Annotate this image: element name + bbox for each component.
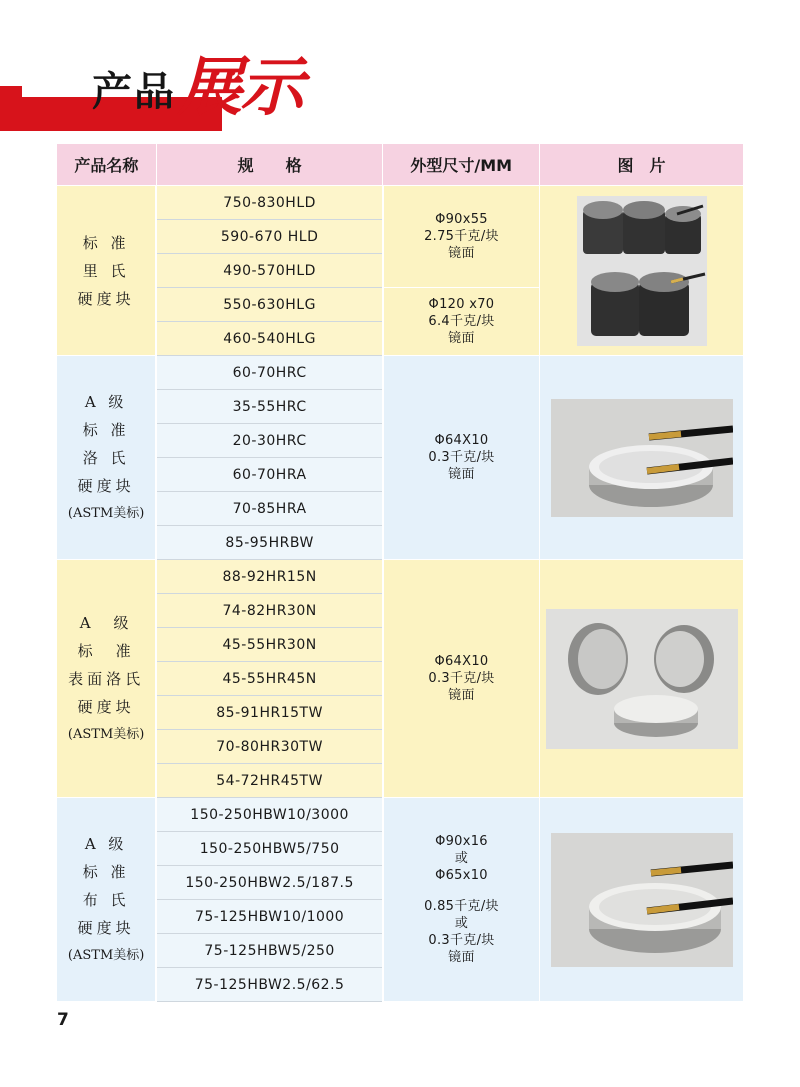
spec-cell: 35-55HRC bbox=[156, 390, 383, 424]
name-line: 里 氏 bbox=[82, 261, 130, 280]
spec-cell: 150-250HBW2.5/187.5 bbox=[156, 866, 383, 900]
header-image: 图 片 bbox=[540, 144, 744, 186]
spec-cell: 750-830HLD bbox=[156, 186, 383, 220]
size-cell bbox=[383, 186, 540, 288]
size-cell bbox=[383, 798, 540, 1002]
product-photo-superficial-rockwell bbox=[546, 609, 738, 749]
size-line: Φ65x10 bbox=[435, 868, 488, 883]
spec-cell: 70-80HR30TW bbox=[156, 730, 383, 764]
size-line-gap bbox=[384, 884, 539, 898]
size-line: 镜面 bbox=[448, 467, 475, 482]
image-cell bbox=[540, 798, 744, 1002]
spec-cell: 85-95HRBW bbox=[156, 526, 383, 560]
name-line: A 级 bbox=[79, 613, 133, 632]
name-line: 标 准 bbox=[82, 233, 130, 252]
product-photo-rockwell bbox=[551, 399, 733, 517]
name-line: 洛 氏 bbox=[82, 448, 130, 467]
page-title-part1: 产品 bbox=[92, 69, 176, 115]
product-name-brinell bbox=[57, 798, 157, 1002]
table-row bbox=[57, 560, 744, 594]
name-line: 标 准 bbox=[82, 862, 130, 881]
size-line: 6.4千克/块 bbox=[428, 314, 495, 329]
spec-cell: 490-570HLD bbox=[156, 254, 383, 288]
spec-cell: 75-125HBW2.5/62.5 bbox=[156, 968, 383, 1002]
spec-cell: 150-250HBW5/750 bbox=[156, 832, 383, 866]
image-cell bbox=[540, 560, 744, 798]
size-line: 镜面 bbox=[448, 688, 475, 703]
spec-cell: 54-72HR45TW bbox=[156, 764, 383, 798]
image-cell bbox=[540, 186, 744, 356]
size-line: 0.85千克/块 bbox=[424, 899, 499, 914]
name-line: 硬度块 bbox=[77, 289, 135, 308]
name-line: 硬度块 bbox=[77, 697, 135, 716]
name-line: 布 氏 bbox=[82, 890, 130, 909]
name-line: A 级 bbox=[84, 834, 128, 853]
size-line: Φ64X10 bbox=[434, 654, 489, 669]
name-line: (ASTM美标) bbox=[67, 505, 145, 521]
spec-cell: 150-250HBW10/3000 bbox=[156, 798, 383, 832]
size-line: 镜面 bbox=[448, 331, 475, 346]
table-row bbox=[57, 186, 744, 220]
name-line: 硬度块 bbox=[77, 918, 135, 937]
spec-cell: 590-670 HLD bbox=[156, 220, 383, 254]
size-cell bbox=[383, 288, 540, 356]
product-name-superficial-rockwell bbox=[57, 560, 157, 798]
size-line: Φ120 x70 bbox=[428, 297, 495, 312]
spec-cell: 60-70HRC bbox=[156, 356, 383, 390]
spec-cell: 460-540HLG bbox=[156, 322, 383, 356]
name-line: 标 准 bbox=[82, 420, 130, 439]
name-line: (ASTM美标) bbox=[67, 726, 145, 742]
size-line: Φ90x55 bbox=[435, 212, 488, 227]
name-line: 硬度块 bbox=[77, 476, 135, 495]
product-name-rockwell bbox=[57, 356, 157, 560]
spec-cell: 45-55HR45N bbox=[156, 662, 383, 696]
size-line: 0.3千克/块 bbox=[428, 671, 495, 686]
name-line: 表面洛氏 bbox=[68, 669, 145, 688]
spec-cell: 45-55HR30N bbox=[156, 628, 383, 662]
name-line: A 级 bbox=[84, 392, 128, 411]
size-line: 镜面 bbox=[448, 246, 475, 261]
table-header-row bbox=[57, 144, 744, 186]
size-line: 2.75千克/块 bbox=[424, 229, 499, 244]
header-size: 外型尺寸/MM bbox=[383, 144, 540, 186]
product-name-leeb bbox=[57, 186, 157, 356]
table-row bbox=[57, 798, 744, 832]
size-line: Φ64X10 bbox=[434, 433, 489, 448]
product-photo-leeb bbox=[577, 196, 707, 346]
size-line: 或 bbox=[454, 851, 469, 866]
size-cell bbox=[383, 356, 540, 560]
product-table bbox=[56, 143, 744, 1002]
size-line: Φ90x16 bbox=[435, 834, 488, 849]
name-line: (ASTM美标) bbox=[67, 947, 145, 963]
size-cell bbox=[383, 560, 540, 798]
spec-cell: 70-85HRA bbox=[156, 492, 383, 526]
spec-cell: 75-125HBW5/250 bbox=[156, 934, 383, 968]
name-line: 标 准 bbox=[77, 641, 135, 660]
spec-cell: 75-125HBW10/1000 bbox=[156, 900, 383, 934]
size-line: 0.3千克/块 bbox=[428, 933, 495, 948]
spec-cell: 20-30HRC bbox=[156, 424, 383, 458]
spec-cell: 74-82HR30N bbox=[156, 594, 383, 628]
size-line: 镜面 bbox=[448, 950, 475, 965]
product-photo-brinell bbox=[551, 833, 733, 967]
spec-cell: 60-70HRA bbox=[156, 458, 383, 492]
spec-cell: 85-91HR15TW bbox=[156, 696, 383, 730]
spec-cell: 88-92HR15N bbox=[156, 560, 383, 594]
page-title-part2: 展示 bbox=[178, 50, 302, 125]
size-line: 0.3千克/块 bbox=[428, 450, 495, 465]
table-row bbox=[57, 356, 744, 390]
header-product-name: 产品名称 bbox=[57, 144, 157, 186]
size-line: 或 bbox=[454, 916, 469, 931]
page-number: 7 bbox=[57, 1010, 69, 1030]
spec-cell: 550-630HLG bbox=[156, 288, 383, 322]
header-spec: 规 格 bbox=[156, 144, 383, 186]
image-cell bbox=[540, 356, 744, 560]
